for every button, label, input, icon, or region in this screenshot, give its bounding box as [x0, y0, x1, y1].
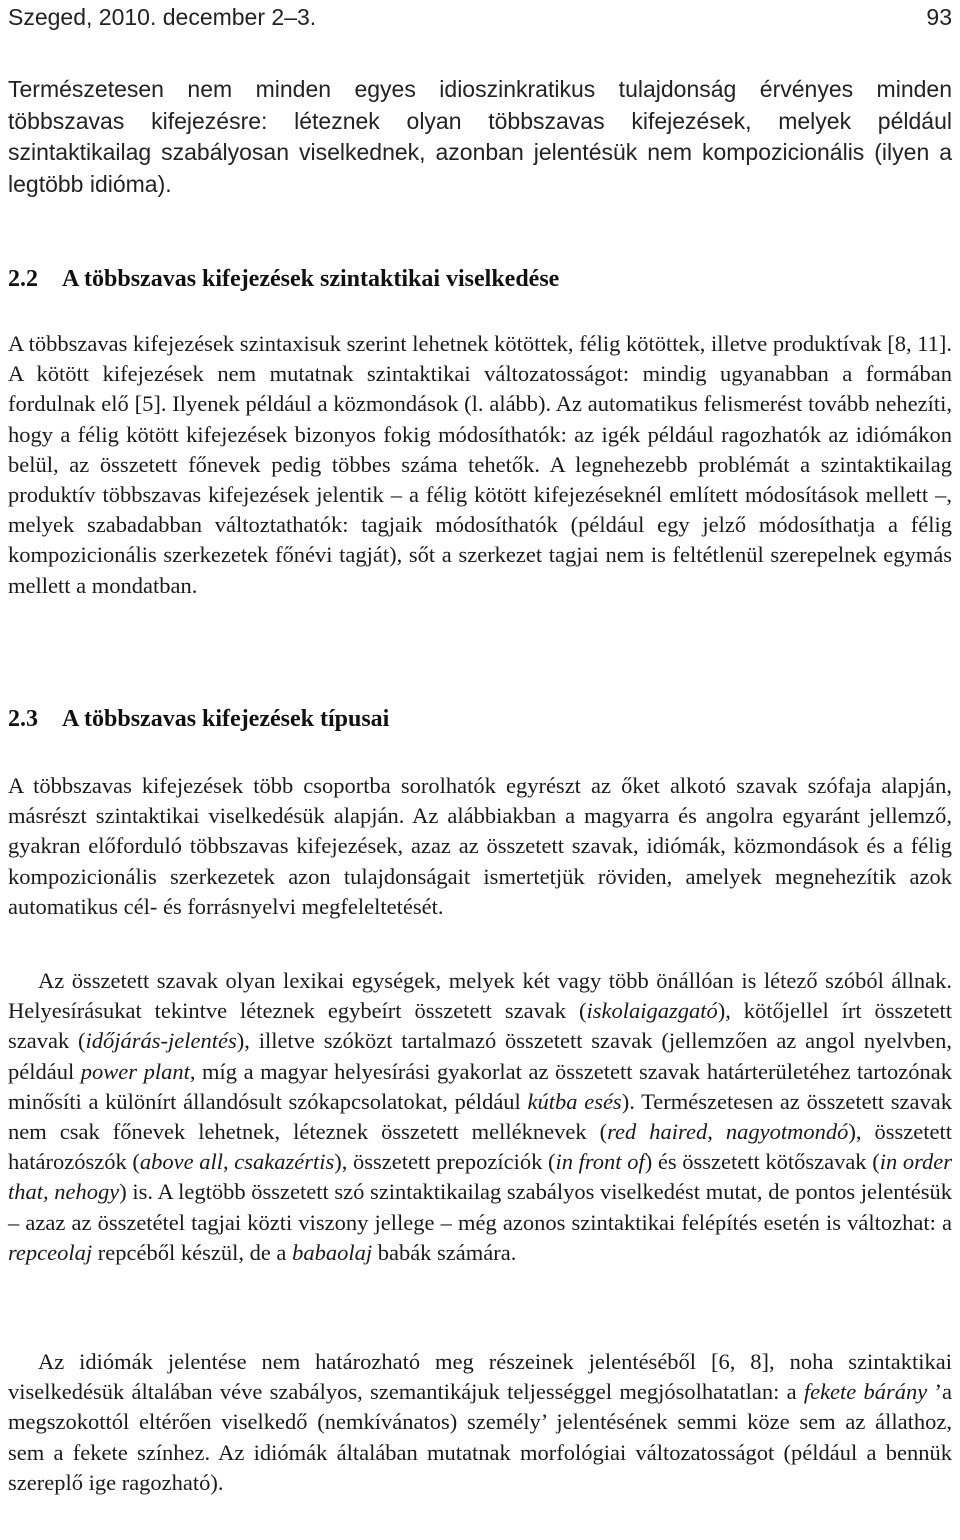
text-run: ’a megszokottól eltérően viselkedő (nemkívánatos) személy’ jelentésének semmi köze sem az állathoz, sem a fekete színhez. Az idiómák általában mutatnak morfológiai változatosságot (például a bennük szereplő ige ragozható).	[8, 1379, 952, 1495]
text-run: ). Természetesen az összetett szavak nem csak főnevek lehetnek, léteznek összetett melléknevek (	[8, 1088, 952, 1145]
section-number: 2.2	[8, 266, 38, 292]
example-term: in front of	[555, 1149, 645, 1175]
example-term: in order that, nehogy	[8, 1149, 953, 1205]
section-2-3-paragraph-1: A többszavas kifejezések több csoportba sorolhatók egyrészt az őket alkotó szavak szófaja alapján, másrészt szintaktikai viselkedésük alapján. Az alábbiakban a magyarra és angolra egyaránt jellemző, gyakran előforduló többszavas kifejezések, azaz az összetett szavak, idiómák, közmondások és a félig kompozicionális szerkezetek azon tulajdonságait ismertetjük röviden, amelyek megnehezítik azok automatikus cél- és forrásnyelvi megfeleltetését.	[8, 773, 952, 919]
section-number: 2.3	[8, 706, 38, 732]
example-term: repceolaj	[8, 1239, 93, 1265]
text-run: ), összetett prepozíciók (	[334, 1149, 556, 1175]
text-run: , míg a magyar helyesírási gyakorlat az összetett szavak határterületéhez tartozónak minősíti a különírt állandósult szókapcsolatokat, például	[8, 1058, 952, 1114]
example-term: above all	[139, 1149, 223, 1175]
example-term: nagyotmondó	[725, 1119, 849, 1145]
text-run: Az idiómák jelentése nem határozható meg részeinek jelentéséből [6, 8], noha szintaktikai viselkedésük általában véve szabályos, szemantikájuk teljességgel megjósolhatatlan: a	[8, 1349, 952, 1405]
compound-words-paragraph	[8, 966, 952, 1268]
example-term: iskolaigazgató	[586, 998, 718, 1024]
section-2-2-paragraph: A többszavas kifejezések szintaxisuk szerint lehetnek kötöttek, félig kötöttek, illetve produktívak [8, 11]. A kötött kifejezések nem mutatnak szintaktikai változatosságot: mindig ugyanabban a formában fordulnak elő [5]. Ilyenek például a közmondások (l. alább). Az automatikus felismerést tovább nehezíti, hogy a félig kötött kifejezések bizonyos fokig módosíthatók: az igék például ragozhatók az idiómákon belül, az összetett főnevek pedig többes száma tehetők. A legnehezebb problémát a szintaktikailag produktív többszavas kifejezések jelentik – a félig kötött kifejezéseknél említett módosítások mellett –, melyek szabadabban változtathatók: tagjaik módosíthatók (például egy jelző módosíthatja a félig kompozicionális szerkezetek főnévi tagját), sőt a szerkezet tagjai nem is feltétlenül szerepelnek egymás mellett a mondatban.	[8, 331, 952, 598]
section-title: A többszavas kifejezések típusai	[62, 706, 390, 732]
example-term: power plant	[80, 1058, 190, 1084]
example-term: fekete bárány	[803, 1379, 928, 1405]
header-venue-date: Szeged, 2010. december 2–3.	[8, 4, 317, 30]
section-title: A többszavas kifejezések szintaktikai viselkedése	[62, 266, 560, 292]
section-2-3-heading	[8, 706, 952, 733]
page-number: 93	[926, 4, 952, 30]
text-run: ), kötőjellel írt összetett szavak (	[8, 998, 952, 1054]
running-header	[8, 4, 952, 34]
text-run: ,	[707, 1119, 726, 1145]
text-run: babák számára.	[372, 1239, 517, 1265]
text-run: ), illetve szóközt tartalmazó összetett szavak (jellemzően az angol nyelvben, például	[8, 1028, 953, 1084]
example-term: időjárás-jelentés	[85, 1028, 237, 1054]
text-run: ), összetett határozószók (	[8, 1119, 952, 1175]
example-term: csakazértis	[234, 1149, 335, 1175]
text-run: ) és összetett kötőszavak (	[644, 1149, 880, 1175]
example-term: red haired	[607, 1119, 708, 1145]
idioms-paragraph	[8, 1347, 952, 1498]
text-run: ,	[222, 1149, 235, 1175]
section-2-2-heading	[8, 266, 952, 293]
text-run: ) is. A legtöbb összetett szó szintaktikailag szabályos viselkedést mutat, de pontos jelentésük – azaz az összetétel tagjai közti viszony jellege – még azonos szintaktikai felépítés esetén is változhat: a	[8, 1179, 952, 1235]
example-term: babaolaj	[292, 1239, 373, 1265]
text-run: Az összetett szavak olyan lexikai egységek, melyek két vagy több önállóan is létező szóból állnak. Helyesírásukat tekintve léteznek egybeírt összetett szavak (	[8, 968, 952, 1024]
example-term: kútba esés	[527, 1088, 622, 1114]
text-run: repcéből készül, de a	[92, 1239, 293, 1265]
intro-paragraph: Természetesen nem minden egyes idioszinkratikus tulajdonság érvényes minden többszavas kifejezésre: léteznek olyan többszavas kifejezések, melyek például szintaktikailag szabályosan viselkednek, azonban jelentésük nem kompozicionális (ilyen a legtöbb idióma).	[8, 76, 952, 197]
